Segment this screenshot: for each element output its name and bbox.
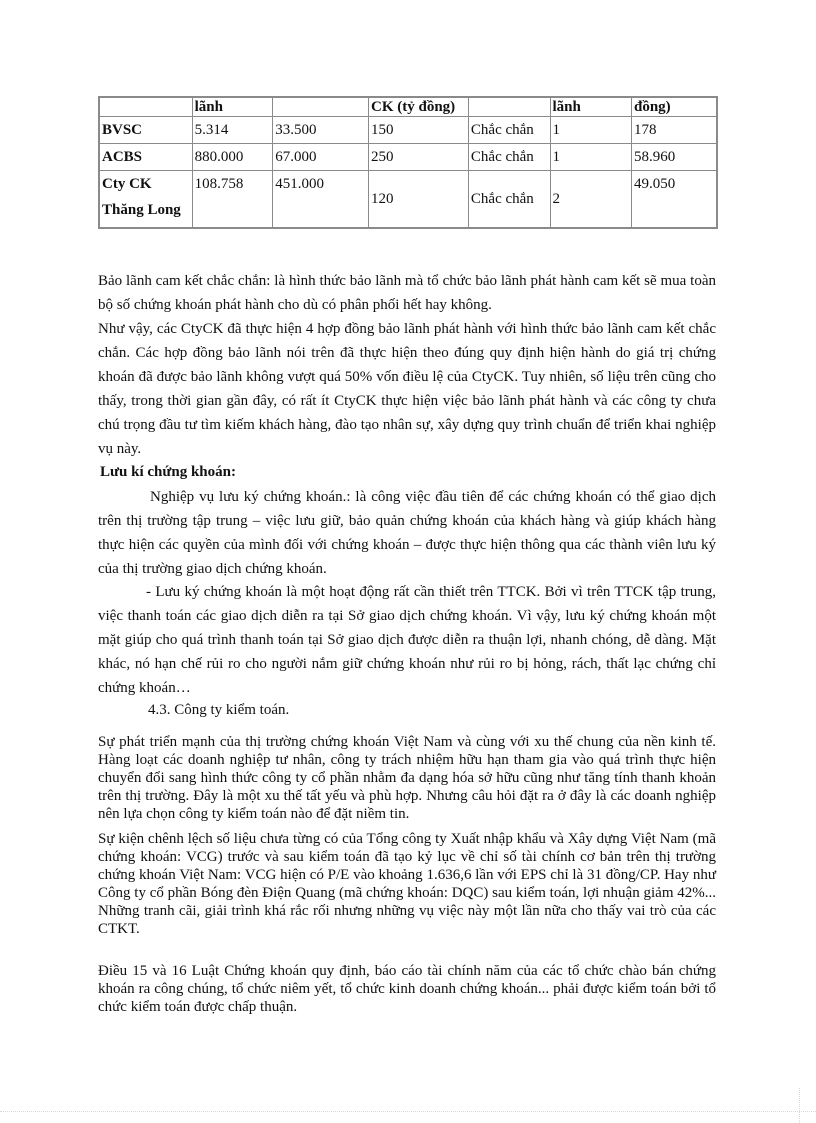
paragraph-underwriting-definition: Bảo lãnh cam kết chắc chắn: là hình thức bảo lãnh mà tổ chức bảo lãnh phát hành cam kết sẽ mua toàn bộ số chứng khoán phát hành cho dù có phân phối hết hay không. <box>98 273 716 313</box>
table-row <box>99 144 717 171</box>
table-cell: 2 <box>550 171 631 229</box>
table-header-cell <box>468 97 550 117</box>
table-header-cell: lãnh <box>550 97 631 117</box>
paragraph-underwriting-summary: Như vậy, các CtyCK đã thực hiện 4 hợp đồng bảo lãnh phát hành với hình thức bảo lãnh cam kết chắc chắn. Các hợp đồng bảo lãnh nói trên đã thực hiện theo đúng quy định hiện hành do giá trị chứng khoán đã được bảo lãnh không vượt quá 50% vốn điều lệ của CtyCK. Tuy nhiên, số liệu trên cũng cho thấy, trong thời gian gần đây, có rất ít CtyCK thực hiện việc bảo lãnh phát hành và các công ty chưa chú trọng đầu tư tìm kiếm khách hàng, đào tạo nhân sự, xây dựng quy trình chuẩn để triển khai nghiệp vụ này. <box>98 321 716 457</box>
table-cell: Chắc chắn <box>468 171 550 229</box>
table-cell: 5.314 <box>192 117 273 144</box>
table-header-cell: đồng) <box>631 97 717 117</box>
table-cell: 150 <box>368 117 468 144</box>
table-cell: 108.758 <box>192 171 273 229</box>
table-cell: 880.000 <box>192 144 273 171</box>
table-cell: 33.500 <box>273 117 369 144</box>
table-header-cell: CK (tỷ đồng) <box>368 97 468 117</box>
table-cell: 250 <box>368 144 468 171</box>
table-cell: 1 <box>550 144 631 171</box>
paragraph-audit-vcg-case: Sự kiện chênh lệch số liệu chưa từng có của Tổng công ty Xuất nhập khẩu và Xây dựng Việt Nam (mã chứng khoán: VCG) trước và sau kiểm toán đã tạo kỷ lục về chỉ số tài chính cơ bản trên thị trường chứng khoán Việt Nam: VCG hiện có P/E vào khoảng 1.636,6 lần với EPS chỉ là 31 đồng/CP. Hay như Công ty cổ phần Bóng đèn Điện Quang (mã chứng khoán: DQC) sau kiểm toán, lợi nhuận giảm 42%... Những tranh cãi, giải trình khá rắc rối nhưng những vụ việc này một lần nữa cho thấy vai trò của các CTKT. <box>98 831 716 937</box>
table-header-cell: lãnh <box>192 97 273 117</box>
table-header-cell <box>273 97 369 117</box>
table-row <box>99 117 717 144</box>
company-name-cell: Cty CK Thăng Long <box>99 171 192 229</box>
table-row <box>99 171 717 229</box>
section-heading-custody: Lưu kí chứng khoán: <box>100 464 236 480</box>
table-cell: 178 <box>631 117 717 144</box>
paragraph-custody-definition: Nghiệp vụ lưu ký chứng khoán.: là công việc đầu tiên để các chứng khoán có thể giao dịch trên thị trường tập trung – việc lưu giữ, bảo quản chứng khoán của khách hàng và giúp khách hàng thực hiện các quyền của mình đối với chứng khoán – được thực hiện thông qua các thành viên lưu ký của thị trường giao dịch chứng khoán. <box>98 489 716 577</box>
table-cell: 1 <box>550 117 631 144</box>
company-name-cell: BVSC <box>99 117 192 144</box>
table-header-cell <box>99 97 192 117</box>
table-cell: 120 <box>368 171 468 229</box>
table-cell: 49.050 <box>631 171 717 229</box>
page-bottom-border <box>0 1111 816 1113</box>
paragraph-audit-law: Điều 15 và 16 Luật Chứng khoán quy định, báo cáo tài chính năm của các tổ chức chào bán chứng khoán ra công chúng, tổ chức niêm yết, tổ chức kinh doanh chứng khoán... phải được kiểm toán bởi tổ chức kiểm toán được chấp thuận. <box>98 963 716 1015</box>
table-cell: 451.000 <box>273 171 369 229</box>
paragraph-audit-intro: Sự phát triển mạnh của thị trường chứng khoán Việt Nam và cùng với xu thế chung của nền kinh tế. Hàng loạt các doanh nghiệp tư nhân, công ty trách nhiệm hữu hạn tham gia vào quá trình thực hiện chuyển đổi sang hình thức công ty cổ phần nhằm đa dạng hóa sở hữu cũng như tăng tính thanh khoản trên thị trường. Đây là một xu thế tất yếu và phù hợp. Nhưng câu hỏi đặt ra ở đây là các doanh nghiệp nên lựa chọn công ty kiểm toán nào để đặt niềm tin. <box>98 734 716 822</box>
table-cell: 58.960 <box>631 144 717 171</box>
underwriting-table <box>98 96 718 229</box>
page-corner-border <box>799 1088 801 1123</box>
company-name-cell: ACBS <box>99 144 192 171</box>
section-heading-audit-companies: 4.3. Công ty kiểm toán. <box>148 702 290 718</box>
paragraph-custody-benefits: - Lưu ký chứng khoán là một hoạt động rất cần thiết trên TTCK. Bởi vì trên TTCK tập trung, việc thanh toán các giao dịch diễn ra tại Sở giao dịch chứng khoán. Vì vậy, lưu ký chứng khoán một mặt giúp cho quá trình thanh toán tại Sở giao dịch được diễn ra thuận lợi, nhanh chóng, dễ dàng. Mặt khác, nó hạn chế rủi ro cho người nắm giữ chứng khoán như rủi ro bị hỏng, rách, thất lạc chứng chỉ chứng khoán… <box>98 584 716 696</box>
table-cell: Chắc chắn <box>468 144 550 171</box>
table-header-row <box>99 97 717 117</box>
table-cell: Chắc chắn <box>468 117 550 144</box>
table-cell: 67.000 <box>273 144 369 171</box>
